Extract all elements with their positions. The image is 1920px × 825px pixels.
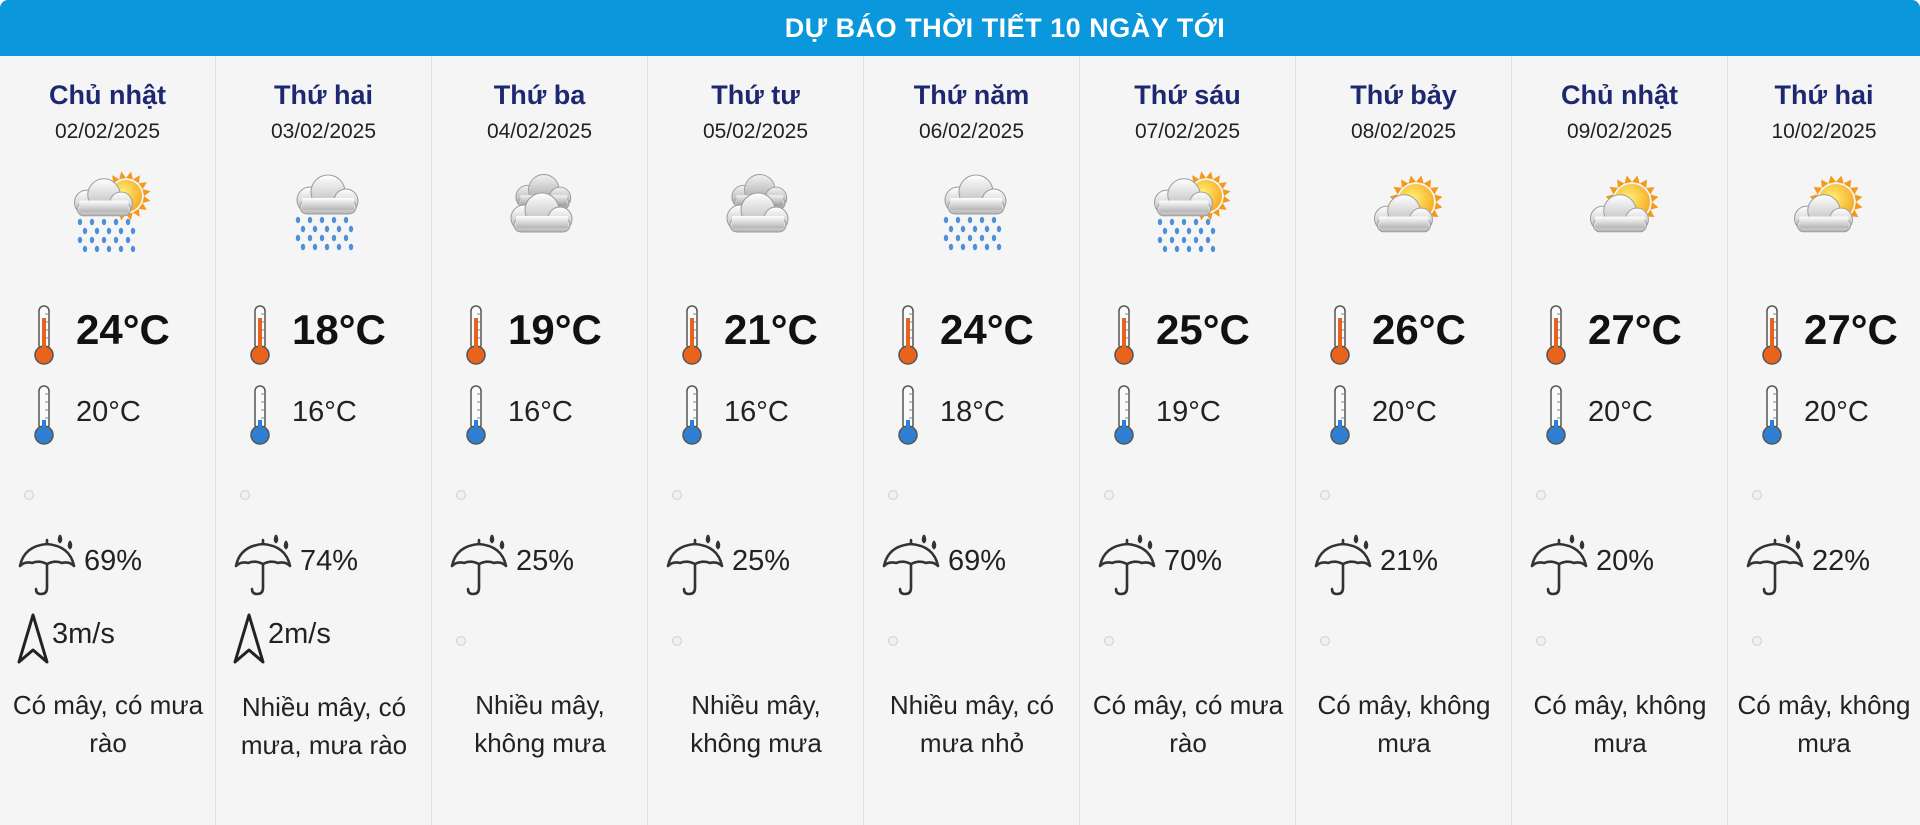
weather-description: Có mây, không mưa: [1533, 690, 1707, 758]
thermometer-hot-icon: [1760, 304, 1784, 366]
forecast-day: [864, 56, 1080, 825]
umbrella-icon: [14, 532, 80, 598]
umbrella-icon: [878, 532, 944, 598]
thermometer-hot-icon: [1112, 304, 1136, 366]
max-temperature: 19°C: [508, 306, 602, 353]
day-date: 08/02/2025: [1350, 120, 1457, 143]
day-name: Thứ năm: [913, 80, 1030, 110]
forecast-day: [216, 56, 432, 825]
rain-probability: 20%: [1596, 545, 1655, 577]
forecast-day: [648, 56, 864, 825]
day-date: 10/02/2025: [1771, 120, 1877, 143]
umbrella-icon: [1094, 532, 1160, 598]
weather-description: Nhiều mây, không mưa: [690, 690, 822, 758]
cloud-rain-icon: [280, 168, 368, 252]
wind-direction-icon: [16, 612, 50, 666]
rain-probability: 22%: [1812, 545, 1871, 577]
bullet-dot: [1752, 636, 1762, 646]
clouds-icon: [496, 168, 584, 252]
forecast-day: [0, 56, 216, 825]
day-date: 04/02/2025: [486, 120, 593, 143]
weather-description: Nhiều mây, không mưa: [474, 690, 606, 758]
forecast-day: [432, 56, 648, 825]
day-name: Thứ bảy: [1350, 80, 1457, 110]
thermometer-cold-icon: [248, 384, 272, 446]
weather-description: Có mây, có mưa rào: [12, 690, 204, 758]
min-temperature: 20°C: [1372, 396, 1437, 428]
thermometer-cold-icon: [32, 384, 56, 446]
bullet-dot: [1320, 636, 1330, 646]
thermometer-hot-icon: [1328, 304, 1352, 366]
thermometer-hot-icon: [248, 304, 272, 366]
umbrella-icon: [1526, 532, 1592, 598]
weather-description: Có mây, không mưa: [1737, 690, 1911, 758]
day-date: 02/02/2025: [54, 120, 161, 143]
umbrella-icon: [1310, 532, 1376, 598]
bullet-dot: [240, 490, 250, 500]
rain-probability: 69%: [948, 545, 1007, 577]
min-temperature: 16°C: [508, 396, 573, 428]
bullet-dot: [888, 490, 898, 500]
bullet-dot: [1104, 490, 1114, 500]
day-name: Thứ hai: [273, 80, 374, 110]
wind-speed: 2m/s: [268, 618, 331, 650]
forecast-day: [1512, 56, 1728, 825]
bullet-dot: [1752, 490, 1762, 500]
weather-description: Có mây, có mưa rào: [1092, 690, 1284, 758]
rain-probability: 69%: [84, 545, 143, 577]
min-temperature: 18°C: [940, 396, 1005, 428]
day-date: 03/02/2025: [270, 120, 377, 143]
umbrella-icon: [230, 532, 296, 598]
max-temperature: 24°C: [76, 306, 170, 353]
bullet-dot: [888, 636, 898, 646]
wind-direction-icon: [232, 612, 266, 666]
thermometer-cold-icon: [1544, 384, 1568, 446]
forecast-days: [0, 56, 1920, 825]
thermometer-hot-icon: [464, 304, 488, 366]
min-temperature: 16°C: [292, 396, 357, 428]
max-temperature: 25°C: [1156, 306, 1250, 353]
clouds-icon: [712, 168, 800, 252]
min-temperature: 20°C: [76, 396, 141, 428]
max-temperature: 27°C: [1588, 306, 1682, 353]
bullet-dot: [1536, 636, 1546, 646]
max-temperature: 24°C: [940, 306, 1034, 353]
weather-description: Nhiều mây, có mưa, mưa rào: [240, 692, 408, 760]
day-date: 05/02/2025: [702, 120, 809, 143]
forecast-header: [0, 0, 1920, 56]
thermometer-hot-icon: [1544, 304, 1568, 366]
min-temperature: 20°C: [1804, 396, 1869, 428]
forecast-day: [1296, 56, 1512, 825]
sun-cloud-icon: [1576, 168, 1664, 252]
day-date: 09/02/2025: [1566, 120, 1673, 143]
forecast-title: DỰ BÁO THỜI TIẾT 10 NGÀY TỚI: [784, 12, 1226, 43]
thermometer-cold-icon: [1328, 384, 1352, 446]
rain-probability: 21%: [1380, 545, 1439, 577]
weather-description: Nhiều mây, có mưa nhỏ: [889, 690, 1055, 758]
max-temperature: 26°C: [1372, 306, 1466, 353]
bullet-dot: [1320, 490, 1330, 500]
bullet-dot: [1536, 490, 1546, 500]
forecast-day: [1728, 56, 1920, 825]
rain-probability: 25%: [516, 545, 575, 577]
day-name: Thứ sáu: [1134, 80, 1241, 110]
day-date: 07/02/2025: [1134, 120, 1241, 143]
bullet-dot: [672, 636, 682, 646]
bullet-dot: [456, 490, 466, 500]
sun-cloud-rain-icon: [1144, 168, 1232, 252]
thermometer-cold-icon: [1112, 384, 1136, 446]
thermometer-hot-icon: [32, 304, 56, 366]
wind-speed: 3m/s: [52, 618, 115, 650]
umbrella-icon: [662, 532, 728, 598]
day-name: Chủ nhật: [1561, 80, 1678, 110]
max-temperature: 27°C: [1804, 306, 1898, 353]
thermometer-hot-icon: [680, 304, 704, 366]
max-temperature: 18°C: [292, 306, 386, 353]
sun-cloud-icon: [1360, 168, 1448, 252]
sun-cloud-icon: [1780, 168, 1868, 252]
thermometer-cold-icon: [1760, 384, 1784, 446]
min-temperature: 19°C: [1156, 396, 1221, 428]
umbrella-icon: [446, 532, 512, 598]
thermometer-cold-icon: [680, 384, 704, 446]
bullet-dot: [456, 636, 466, 646]
rain-probability: 70%: [1164, 545, 1223, 577]
thermometer-cold-icon: [464, 384, 488, 446]
day-name: Chủ nhật: [49, 80, 166, 110]
day-name: Thứ ba: [493, 80, 586, 110]
min-temperature: 20°C: [1588, 396, 1653, 428]
weather-description: Có mây, không mưa: [1317, 690, 1491, 758]
bullet-dot: [1104, 636, 1114, 646]
rain-probability: 74%: [300, 545, 359, 577]
thermometer-hot-icon: [896, 304, 920, 366]
thermometer-cold-icon: [896, 384, 920, 446]
bullet-dot: [24, 490, 34, 500]
day-name: Thứ hai: [1774, 80, 1874, 110]
day-name: Thứ tư: [711, 80, 800, 110]
sun-cloud-rain-icon: [64, 168, 152, 252]
forecast-day: [1080, 56, 1296, 825]
cloud-rain-icon: [928, 168, 1016, 252]
day-date: 06/02/2025: [918, 120, 1025, 143]
bullet-dot: [672, 490, 682, 500]
min-temperature: 16°C: [724, 396, 789, 428]
rain-probability: 25%: [732, 545, 791, 577]
max-temperature: 21°C: [724, 306, 818, 353]
umbrella-icon: [1742, 532, 1808, 598]
